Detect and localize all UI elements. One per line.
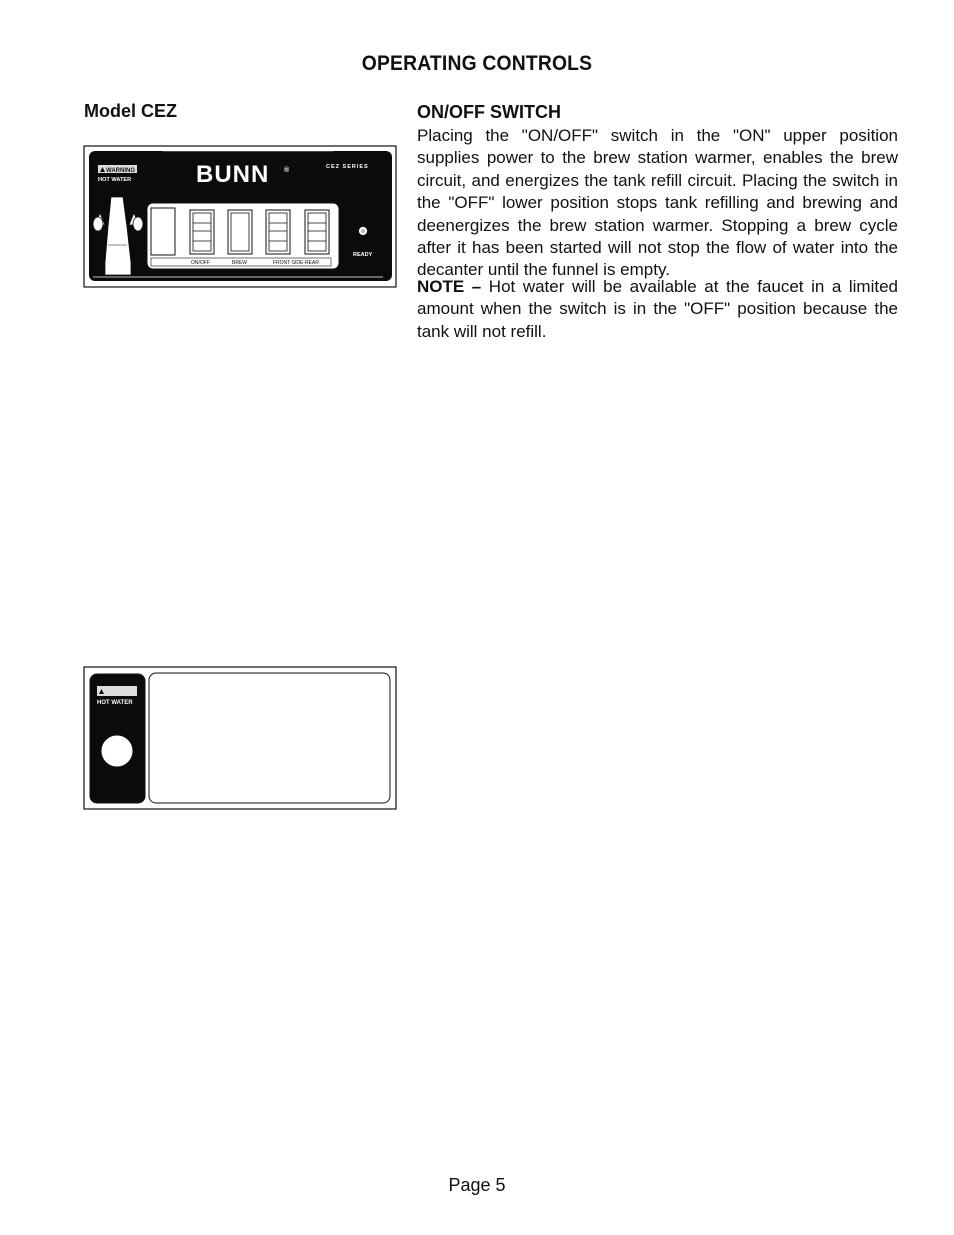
note-text: Hot water will be available at the faucet in a limited amount when the switch is in the "OFF" position because the tank will not refill.	[417, 277, 899, 341]
hot-water-panel-illustration	[83, 666, 398, 811]
control-panel-figure	[83, 145, 398, 294]
section-heading-onoff-switch: ON/OFF SWITCH	[417, 102, 561, 122]
series-label: CEZ SERIES	[326, 164, 369, 170]
page-number: Page 5	[448, 1175, 506, 1195]
model-label: Model CEZ	[84, 101, 177, 121]
hot-water-label: HOT WATER	[98, 177, 132, 183]
control-panel-illustration	[83, 145, 398, 289]
note-paragraph	[417, 276, 898, 343]
page-title: OPERATING CONTROLS	[361, 52, 593, 75]
warning-text: WARNING	[106, 168, 135, 174]
brand-logo: BUNN	[196, 161, 270, 188]
warmer-switch-label: FRONT-SIDE-REAR	[273, 260, 319, 266]
ready-label: READY	[353, 252, 373, 258]
onoff-description-paragraph: Placing the "ON/OFF" switch in the "ON" upper position supplies power to the brew station warmer, enables the brew circuit, and energizes the tank refill circuit. Placing the switch in the "OFF" lower position stops tank refilling and brewing and deenergizes the brew station warmer. Stopping a brew cycle after it has been started will not stop the flow of water into the decanter until the funnel is empty.	[417, 126, 898, 280]
blank-panel-area	[149, 673, 390, 803]
note-label: NOTE –	[417, 277, 482, 296]
registered-mark: ®	[284, 167, 290, 174]
hot-water-label-2: HOT WATER	[97, 700, 133, 706]
onoff-switch-label: ON/OFF	[191, 260, 210, 266]
hot-water-warning-label	[97, 686, 137, 696]
brew-switch-label: BREW	[232, 260, 247, 266]
hot-water-panel-figure	[83, 666, 398, 816]
hot-water-button[interactable]	[101, 735, 133, 767]
blank-switch-slot	[151, 208, 175, 255]
